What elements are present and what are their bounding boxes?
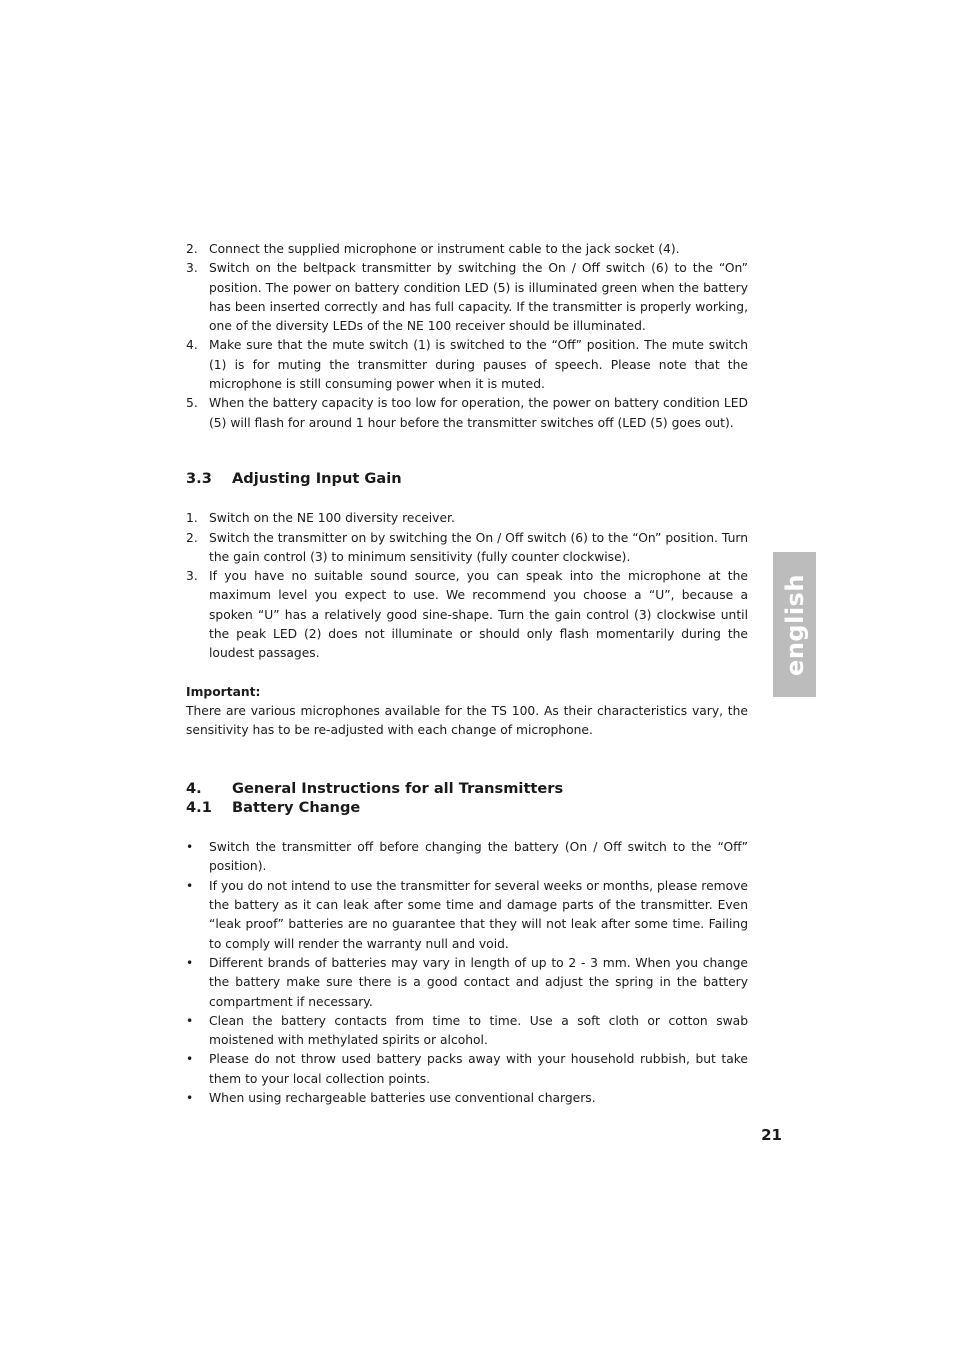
bullet-text: Please do not throw used battery packs away with your household rubbish, but take them to your local collection points. [209,1052,748,1086]
bullet-icon: • [186,1052,194,1067]
bullet-text: Switch the transmitter off before changing the battery (On / Off switch to the “Off” position). [209,840,748,874]
section-4-heading [186,779,748,798]
initial-steps-list [186,240,748,433]
important-text: There are various microphones available for the TS 100. As their characteristics vary, the sensitivity has to be re-adjusted with each change of microphone. [186,703,748,738]
bullet-icon: • [186,878,194,893]
list-item [186,954,748,1012]
language-tab [773,552,816,697]
bullet-text: Clean the battery contacts from time to time. Use a soft cloth or cotton swab moistened with methylated spirits or alcohol. [209,1013,748,1048]
section-title: Adjusting Input Gain [232,469,402,487]
section-4-1-heading [186,798,748,817]
bullet-icon: • [186,840,194,855]
list-item [186,838,748,877]
step-number: 2. [186,530,198,545]
bullet-icon: • [186,955,194,970]
list-item [186,1012,748,1051]
list-item [186,240,748,259]
step-text: Connect the supplied microphone or instrument cable to the jack socket (4). [209,242,680,256]
language-tab-label: english [780,573,809,676]
bullet-text: If you do not intend to use the transmitter for several weeks or months, please remove the battery as it can leak after some time and damage parts of the transmitter. Even “leak proof” batteries are no guarantee that they will not leak after some time. Failing to comply will render the warranty null and void. [209,878,748,951]
important-label: Important: [186,684,261,699]
step-text: Switch on the NE 100 diversity receiver. [209,511,455,526]
gain-steps-list [186,509,748,663]
section-number: 4.1 [186,798,212,816]
step-number: 5. [186,396,198,411]
section-number: 4. [186,779,202,797]
bullet-icon: • [186,1090,194,1105]
step-text: When the battery capacity is too low for operation, the power on battery condition LED (5) will flash for around 1 hour before the transmitter switches off (LED (5) goes out). [209,396,748,430]
step-number: 3. [186,569,198,584]
list-item [186,529,748,568]
bullet-text: When using rechargeable batteries use conventional chargers. [209,1090,596,1105]
section-number: 3.3 [186,469,212,487]
section-3-3-heading [186,469,748,488]
list-item [186,509,748,528]
step-number: 1. [186,511,198,526]
bullet-icon: • [186,1013,194,1028]
step-text: If you have no suitable sound source, you can speak into the microphone at the maximum level you expect to use. We recommend you choose a “U”, because a spoken “U” has a relatively good sine-shape. Turn the gain control (3) clockwise until the peak LED (2) does not illuminate or should only flash momentarily during the loudest passages. [209,569,748,661]
section-title: General Instructions for all Transmitters [232,779,564,797]
list-item [186,1050,748,1089]
list-item [186,259,748,336]
list-item [186,394,748,433]
section-title: Battery Change [232,798,361,816]
step-number: 2. [186,242,198,256]
step-text: Make sure that the mute switch (1) is switched to the “Off” position. The mute switch (1) is for muting the transmitter during pauses of speech. Please note that the microphone is still consuming power when it is muted. [209,338,748,392]
step-text: Switch the transmitter on by switching the On / Off switch (6) to the “On” position. Turn the gain control (3) to minimum sensitivity (fully counter clockwise). [209,530,748,564]
list-item [186,336,748,394]
step-text: Switch on the beltpack transmitter by switching the On / Off switch (6) to the “On” position. The power on battery condition LED (5) is illuminated green when the battery has been inserted correctly and has full capacity. If the transmitter is properly working, one of the diversity LEDs of the NE 100 receiver should be illuminated. [209,261,748,334]
page-content [186,240,748,1108]
important-note [186,683,748,741]
battery-bullets-list [186,838,748,1108]
page-number: 21 [761,1126,782,1144]
list-item [186,567,748,663]
step-number: 3. [186,261,198,276]
list-item [186,877,748,954]
step-number: 4. [186,338,198,353]
list-item [186,1089,748,1108]
bullet-text: Different brands of batteries may vary in length of up to 2 - 3 mm. When you change the battery make sure there is a good contact and adjust the spring in the battery compartment if necessary. [209,955,748,1009]
